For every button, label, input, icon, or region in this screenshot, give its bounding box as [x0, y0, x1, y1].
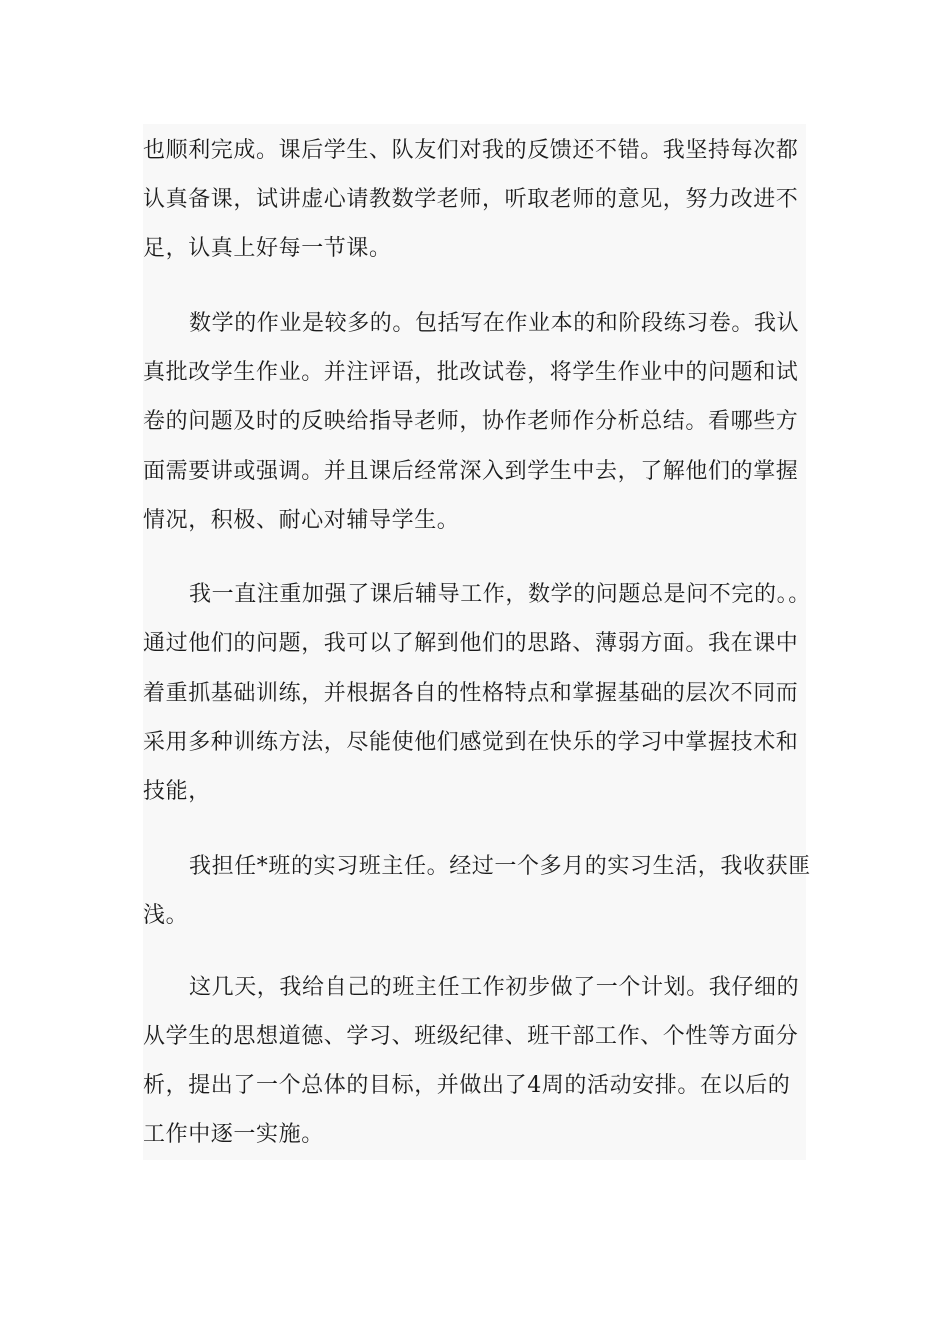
paragraph-3-line-4: 采用多种训练方法，尽能使他们感觉到在快乐的学习中掌握技术和 — [143, 730, 799, 755]
paragraph-3-line-3: 着重抓基础训练，并根据各自的性格特点和掌握基础的层次不同而 — [143, 681, 799, 706]
paragraph-5-line-2: 从学生的思想道德、学习、班级纪律、班干部工作、个性等方面分 — [143, 1024, 799, 1049]
paragraph-3-line-1: 我一直注重加强了课后辅导工作，数学的问题总是问不完的。。 — [189, 582, 811, 607]
paragraph-2-line-1: 数学的作业是较多的。包括写在作业本的和阶段练习卷。我认 — [189, 311, 800, 336]
paragraph-1-line-3: 足，认真上好每一节课。 — [143, 236, 392, 261]
paragraph-2-line-2: 真批改学生作业。并注评语，批改试卷，将学生作业中的问题和试 — [143, 360, 799, 385]
paragraph-2-line-5: 情况，积极、耐心对辅导学生。 — [143, 508, 460, 533]
paragraph-4-line-2: 浅。 — [143, 903, 189, 928]
paragraph-2-line-3: 卷的问题及时的反映给指导老师，协作老师作分析总结。看哪些方 — [143, 409, 799, 434]
paragraph-1-line-2: 认真备课，试讲虚心请教数学老师，听取老师的意见，努力改进不 — [143, 187, 799, 212]
paragraph-2-line-4: 面需要讲或强调。并且课后经常深入到学生中去，了解他们的掌握 — [143, 459, 799, 484]
paragraph-5-line-3: 析，提出了一个总体的目标，并做出了4周的活动安排。在以后的 — [143, 1073, 791, 1098]
paragraph-3-line-2: 通过他们的问题，我可以了解到他们的思路、薄弱方面。我在课中 — [143, 631, 799, 656]
paragraph-1-line-1: 也顺利完成。课后学生、队友们对我的反馈还不错。我坚持每次都 — [143, 138, 799, 163]
document-body — [143, 124, 811, 1160]
paragraph-4-line-1: 我担任*班的实习班主任。经过一个多月的实习生活，我收获匪 — [189, 854, 811, 879]
paragraph-5-line-1: 这几天，我给自己的班主任工作初步做了一个计划。我仔细的 — [189, 975, 800, 1000]
paragraph-5-line-4: 工作中逐一实施。 — [143, 1122, 324, 1147]
paragraph-3-line-5: 技能， — [143, 779, 211, 804]
